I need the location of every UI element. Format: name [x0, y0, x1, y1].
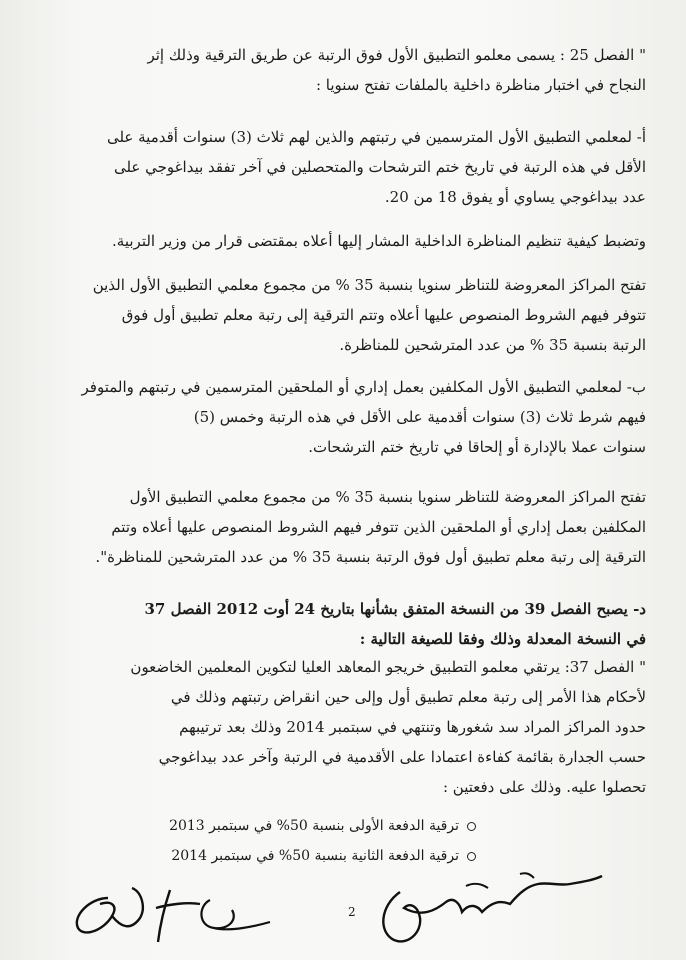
text-line: حدود المراكز المراد سد شغورها وتنتهي في سبتمبر 2014 وذلك بعد ترتيبهم — [179, 718, 646, 736]
text-line: " الفصل 25 : يسمى معلمو التطبيق الأول فوق الرتبة عن طريق الترقية وذلك إثر — [147, 46, 646, 64]
text-line: فيهم شرط ثلاث (3) سنوات أقدمية على الأقل في هذه الرتبة وخمس (5) — [193, 408, 646, 426]
text-line: الترقية إلى رتبة معلم تطبيق أول فوق الرتبة بنسبة 35 % من عدد المترشحين للمناظرة". — [95, 548, 646, 566]
text-line: سنوات عملا بالإدارة أو إلحاقا في تاريخ ختم الترشحات. — [308, 438, 646, 456]
bullet-dot-icon — [467, 852, 476, 861]
text-line: ب- لمعلمي التطبيق الأول المكلفين بعمل إداري أو الملحقين المترسمين في رتبتهم والمتوفر — [81, 378, 646, 396]
bullet-text: ترقية الدفعة الثانية بنسبة 50% في سبتمبر 2014 — [171, 848, 459, 864]
bullet-text: ترقية الدفعة الأولى بنسبة 50% في سبتمبر 2013 — [169, 818, 459, 834]
text-line: لأحكام هذا الأمر إلى رتبة معلم تطبيق أول وإلى حين انقراض رتبتهم وذلك في — [170, 688, 646, 706]
text-line: عدد بيداغوجي يساوي أو يفوق 18 من 20. — [384, 188, 646, 206]
paragraph-article-25 — [40, 40, 646, 100]
text-line: النجاح في اختبار مناظرة داخلية بالملفات تفتح سنويا : — [315, 76, 646, 94]
text-line: الرتبة بنسبة 35 % من عدد المترشحين للمناظرة. — [339, 336, 646, 354]
paragraph-b — [40, 372, 646, 462]
text-line: حسب الجدارة بقائمة كفاءة اعتمادا على الأقدمية في الرتبة وآخر عدد بيداغوجي — [158, 748, 646, 766]
paragraph-open-positions-1 — [40, 270, 646, 360]
text-line: د- يصبح الفصل 39 من النسخة المتفق بشأنها بتاريخ 24 أوت 2012 الفصل 37 — [144, 600, 646, 618]
bullet-item — [169, 818, 476, 834]
text-line: المكلفين بعمل إداري أو الملحقين الذين تتوفر فيهم الشروط المنصوص عليها أعلاه وتتم — [111, 518, 646, 536]
paragraph-open-positions-2 — [40, 482, 646, 572]
signature-right — [370, 862, 610, 952]
text-line: تحصلوا عليه. وذلك على دفعتين : — [442, 778, 646, 796]
text-line: وتضبط كيفية تنظيم المناظرة الداخلية المشار إليها أعلاه بمقتضى قرار من وزير التربية. — [112, 232, 646, 250]
text-line: " الفصل 37: يرتقي معلمو التطبيق خريجو المعاهد العليا لتكوين المعلمين الخاضعون — [130, 658, 646, 676]
text-line: أ- لمعلمي التطبيق الأول المترسمين في رتبتهم والذين لهم ثلاث (3) سنوات أقدمية على — [106, 128, 646, 146]
text-line: في النسخة المعدلة وذلك وفقا للصيغة التالية : — [359, 630, 646, 648]
text-line: تفتح المراكز المعروضة للتناظر سنويا بنسبة 35 % من مجموع معلمي التطبيق الأول الذين — [92, 276, 646, 294]
paragraph-d — [40, 594, 646, 654]
paragraph-exam-organization — [40, 226, 646, 256]
text-line: الأقل في هذه الرتبة في تاريخ ختم الترشحات والمتحصلين في آخر تفقد بيداغوجي على — [113, 158, 646, 176]
signature-left — [60, 868, 300, 948]
paragraph-a — [40, 122, 646, 212]
paragraph-article-37 — [40, 652, 646, 802]
text-line: تفتح المراكز المعروضة للتناظر سنويا بنسبة 35 % من مجموع معلمي التطبيق الأول — [129, 488, 646, 506]
bullet-dot-icon — [467, 822, 476, 831]
page-number: 2 — [348, 905, 356, 919]
text-line: تتوفر فيهم الشروط المنصوص عليها أعلاه وتتم الترقية إلى رتبة معلم تطبيق أول فوق — [121, 306, 646, 324]
